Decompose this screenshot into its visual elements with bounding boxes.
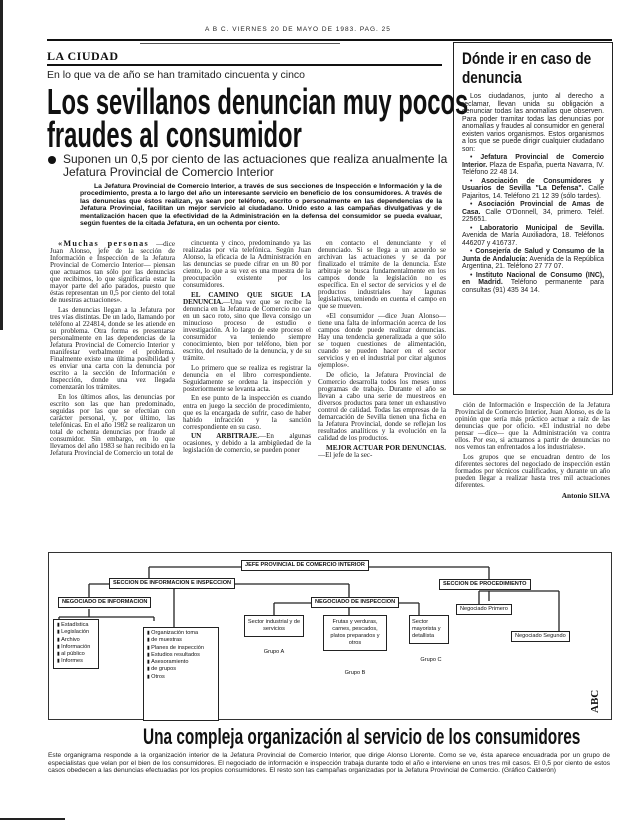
sidebar-item: • Laboratorio Municipal de Sevilla. Avenida de María Auxiliadora, 18. Teléfonos 446207 y 416737. — [462, 224, 605, 247]
deck — [48, 153, 448, 179]
paragraph: en contacto el denunciante y el denunciado. Si se llega a un acuerdo se archivan las actuaciones y se da por finalizado el trámite de la denuncia. Este arbitraje se busca fundamentalmente en los campos donde la legislación no es específica. En el sector de servicios y el de productos industriales hay lagunas legislativas, teniendo en cuenta el campo en que se mueven. — [318, 240, 446, 311]
paragraph-text: —Una vez que se recibe la denuncia en la Jefatura de Comercio no cae en un saco roto, sino que lleva consigo un minucioso proceso de estudio e investigación. A lo largo de este proceso el consumidor va teniendo siempre conocimiento, bien por teléfono, bien por escrito, del resultado de la denuncia, y de su trámite. — [183, 297, 311, 363]
paragraph: Las denuncias llegan a la Jefatura por tres vías distintas. De un lado, llamando por teléfono al 224814, donde se les atiende en su problema. Otra forma es presentarse personalmente en las dependencias de la Jefatura Provincial de Comercio Interior y manifestar verbalmente el problema. Finalmente existe una última posibilidad y es enviar una carta con la denuncia por escrito a la sección de Información e Inspección, donde una vez llegada comenzarán los trámites. — [50, 305, 175, 392]
item-detail: Avenida de la República Argentina, 21. Teléfono 27 77 07. — [462, 255, 605, 270]
list-item: ▮ Otros — [147, 674, 215, 681]
paragraph: En los últimos años, las denuncias por escrito son las que han predominado, seguidas por las que se efectúan con carácter personal, y, por último, las telefónicas. En el año 1982 se realizaron un total de ochenta denuncias por fraude al consumidor. Sin embargo, en lo que llevamos del año 1983 se han recibido en la Jefatura Provincial de Comercio un total de — [50, 392, 175, 458]
bullet-icon — [48, 156, 56, 164]
column-1 — [50, 240, 175, 552]
column-3 — [318, 240, 446, 552]
page-edge — [0, 0, 3, 330]
node-negociado-inspeccion: NEGOCIADO DE INSPECCION — [311, 597, 399, 608]
list-item: ▮ al público — [57, 651, 95, 658]
list-item: ▮ Estudios resultados — [147, 652, 215, 659]
org-chart — [48, 552, 612, 720]
list-item: ▮ Estadística — [57, 622, 95, 629]
subhead: UN ARBITRAJE. — [191, 432, 259, 441]
caption-headline: Una compleja organización al servicio de los consumidores — [143, 724, 581, 749]
paragraph — [318, 445, 446, 459]
item-name: Instituto Nacional de Consumo (INC), en Madrid. — [462, 271, 605, 286]
paragraph — [183, 433, 311, 454]
subhead: MEJOR ACTUAR POR DENUNCIAS. — [326, 443, 446, 452]
section-label: LA CIUDAD — [47, 49, 119, 63]
lead-paragraph: La Jefatura Provincial de Comercio Interior, a través de sus secciones de Inspección e Información y la de procedimiento, presta a lo largo del año un interesante servicio en beneficio de los consumidores. A través de las denuncias que éstos realizan, ya sean por teléfono, escrito o personalmente en las dependencias de la Jefatura Provincial, facilitan un mejor servicio al ciudadano. Unido esto a las campañas divulgativas y de mentalización hacen que la efectividad de la Administración en la defensa del consumidor se pueda evaluar, según fuentes de la citada Jefatura, en un ochenta por ciento. — [80, 183, 442, 228]
deck-text: Suponen un 0,5 por ciento de las actuaciones que realiza anualmente la Jefatura Provincial de Comercio Interior — [63, 152, 448, 179]
paragraph: cincuenta y cinco, predominando ya las realizadas por vía telefónica. Según Juan Alonso, la eficacia de la Administración en las denuncias se puede cifrar en un 80 por ciento, lo que a su vez es una muestra de la preocupación existente por los consumidores. — [183, 240, 311, 290]
item-name: Asociación Provincial de Amas de Casa. — [462, 201, 604, 216]
node-negociado-primero: Negociado Primero — [456, 604, 512, 615]
sidebar-item: • Consejería de Salud y Consumo de la Junta de Andalucía: Avenida de la República Argentina, 21. Teléfono 27 77 07. — [462, 248, 605, 270]
headline-line-1: Los sevillanos denuncian muy pocos — [47, 81, 469, 122]
label-grupo-b: Grupo B — [344, 670, 366, 676]
list-item: ▮ Organización toma — [147, 630, 215, 637]
paragraph: «El consumidor —dice Juan Alonso— tiene una falta de información acerca de los campos donde puede realizar denuncias. Hay una tendencia generalizada a que sólo se toquen cuestiones de alimentación, cuando se pueden hacer en el sector servicios y en el industrial por citar algunos ejemplos». — [318, 311, 446, 370]
node-negociado-informacion: NEGOCIADO DE INFORMACION — [58, 597, 151, 608]
inspection-task-list — [143, 627, 219, 721]
paragraph: ción de Información e Inspección de la Jefatura Provincial de Comercio Interior, Juan Alonso, es de la opinión que sería más práctico actuar a raíz de las denuncias que por oficio. «El industrial no debe pensar —dice— que la Administración va contra ellos. Por eso, si actuamos a partir de denuncias no nos vemos tan enfrentados a los industriales». — [455, 402, 610, 452]
label-grupo-a: Grupo A — [263, 649, 285, 655]
list-item: ▮ Planes de inspección — [147, 645, 215, 652]
node-negociado-segundo: Negociado Segundo — [511, 631, 570, 642]
byline: Antonio SILVA — [561, 490, 610, 500]
paragraph: En ese punto de la inspección es cuando entra en juego la sección de procedimiento, que es la encargada de sufrir, caso de haber habido infracción y la sanción correspondiente en su caso. — [183, 394, 311, 431]
list-item: ▮ Asesoramiento — [147, 659, 215, 666]
item-name: Jefatura Provincial de Comercio Interior. — [462, 154, 605, 169]
node-seccion-procedimiento: SECCION DE PROCEDIMIENTO — [439, 579, 531, 590]
paragraph — [183, 292, 311, 362]
list-item: ▮ Informes — [57, 658, 95, 665]
abc-logo: ABC — [589, 689, 601, 713]
item-detail: Avenida de María Auxiliadora, 18. Teléfonos 446207 y 416737. — [462, 232, 604, 247]
top-rule-thin — [140, 43, 340, 44]
sidebar-title: Dónde ir en caso de denuncia — [462, 49, 592, 87]
item-detail: Teléfono permanente para consultas (91) 435 34 14. — [462, 279, 604, 294]
node-seccion-informacion: SECCION DE INFORMACION E INSPECCION — [109, 578, 235, 589]
column-2 — [183, 240, 311, 552]
sidebar-item: • Asociación Provincial de Amas de Casa. Calle O'Donnell, 34, primero. Teléf. 225651. — [462, 201, 604, 223]
node-sector-mayorista: Sector mayorista y detallista — [409, 615, 449, 644]
lead-in: «Muchas personas — [58, 240, 149, 248]
list-item: ▮ Información — [57, 644, 95, 651]
paragraph-text: —dice Juan Alonso, jefe de la sección de Información e Inspección de la Jefatura Provincial de Comercio Interior— piensan que actuamos tan sólo por las denuncias que recibimos, lo que significaría estar la mayor parte del año parados, puesto que éstas representan un 0,5 por ciento del total de nuestras actuaciones». — [50, 240, 175, 305]
page-edge-mark — [0, 818, 65, 820]
paragraph-text: —En algunas ocasiones, y debido a la ambigüedad de la legislación de comercio, se pueden poner — [183, 432, 311, 455]
caption-text: Este organigrama responde a la organización interior de la Jefatura Provincial de Comercio Interior, que dirige Alonso Llorente. Como se ve, ésta aparece encuadrada por un grupo de especialistas que velan por el bien de los consumidores. El negociado de información e inspección trabaja durante todo el año e interviene en unos tres mil casos. El 0,5 por ciento de estos casos obedecen a las denuncias efectuadas por los propios consumidores. El resto son las campañas organizadas por la Jefatura Provincial de Comercio. (Gráfico Calderón) — [48, 752, 610, 775]
item-name: Asociación de Consumidores y Usuarios de Sevilla "La Defensa". — [462, 177, 604, 192]
paragraph: De oficio, la Jefatura Provincial de Comercio desarrolla todos los meses unos programas de trabajo. Durante el año se llevan a cabo una serie de muestreos en diversos productos para tener un exhaustivo control de calidad. Todas las empresas de la demarcación de Sevilla tienen una ficha en la Jefatura Provincial, donde se reflejan los resultados analíticos y la evolución en la calidad de los productos. — [318, 370, 446, 443]
sidebar-item: • Jefatura Provincial de Comercio Interior. Plaza de España, puerta Navarra, IV. Teléfono 22 48 14. — [462, 154, 605, 176]
label-grupo-c: Grupo C — [420, 657, 442, 663]
sidebar-box — [453, 42, 613, 395]
item-name: Consejería de Salud y Consumo de la Junta de Andalucía: — [462, 248, 604, 263]
top-rule — [47, 39, 612, 41]
kicker: En lo que va de año se han tramitado cincuenta y cinco — [47, 69, 305, 81]
subhead: EL CAMINO QUE SIGUE LA DENUNCIA. — [183, 290, 311, 306]
sidebar-item: • Asociación de Consumidores y Usuarios de Sevilla "La Defensa". Calle Pajaritos, 14. Teléfono 21 12 39 (sólo tardes). — [462, 177, 604, 200]
sidebar-item: • Instituto Nacional de Consumo (INC), en Madrid. Teléfono permanente para consultas (91) 435 34 14. — [462, 271, 605, 294]
list-item: ▮ Archivo — [57, 637, 95, 644]
item-detail: Calle O'Donnell, 34, primero. Teléf. 225651. — [462, 208, 604, 223]
node-sector-industrial: Sector industrial y de servicios — [244, 615, 304, 637]
info-task-list — [53, 619, 99, 669]
node-jefe-provincial: JEFE PROVINCIAL DE COMERCIO INTERIOR — [241, 560, 369, 571]
item-detail: Plaza de España, puerta Navarra, IV. Teléfono 22 48 14. — [462, 161, 604, 176]
list-item: ▮ de grupos — [147, 666, 215, 673]
sidebar-intro: Los ciudadanos, junto al derecho a reclamar, llevan unida su obligación a denunciar todas las anomalías que observen. Para poder tramitar todas las denuncias por anomalías y fraudes al consumidor en general existen varios organismos. Estos organismos a los que se puede dirigir cualquier ciudadano son: — [462, 93, 604, 153]
list-item: ▮ de muestras — [147, 637, 215, 644]
headline-line-2: fraudes al consumidor — [47, 114, 302, 155]
paragraph — [50, 240, 175, 304]
dateline: A B C. VIERNES 20 DE MAYO DE 1983. PAG. 25 — [205, 26, 391, 33]
item-detail: Calle Pajaritos, 14. Teléfono 21 12 39 (sólo tardes). — [462, 185, 604, 200]
paragraph: Los grupos que se encuadran dentro de los diferentes sectores del negociado de inspección están formados por técnicos cualificados, y durante un año pueden llegar a realizar hasta tres mil actuaciones diferentes. — [455, 452, 610, 490]
paragraph: Lo primero que se realiza es registrar la denuncia en el libro correspondiente. Seguidamente se ordena la inspección y posteriormente se levanta acta. — [183, 363, 311, 393]
node-alimentacion: Frutas y verduras, carnes, pescados, platos preparados y otros — [323, 615, 387, 651]
paragraph-text: —El jefe de la sec- — [318, 450, 373, 459]
column-4 — [455, 402, 610, 552]
section-rule — [47, 64, 442, 66]
list-item: ▮ Legislación — [57, 629, 95, 636]
item-name: Laboratorio Municipal de Sevilla. — [479, 224, 605, 232]
